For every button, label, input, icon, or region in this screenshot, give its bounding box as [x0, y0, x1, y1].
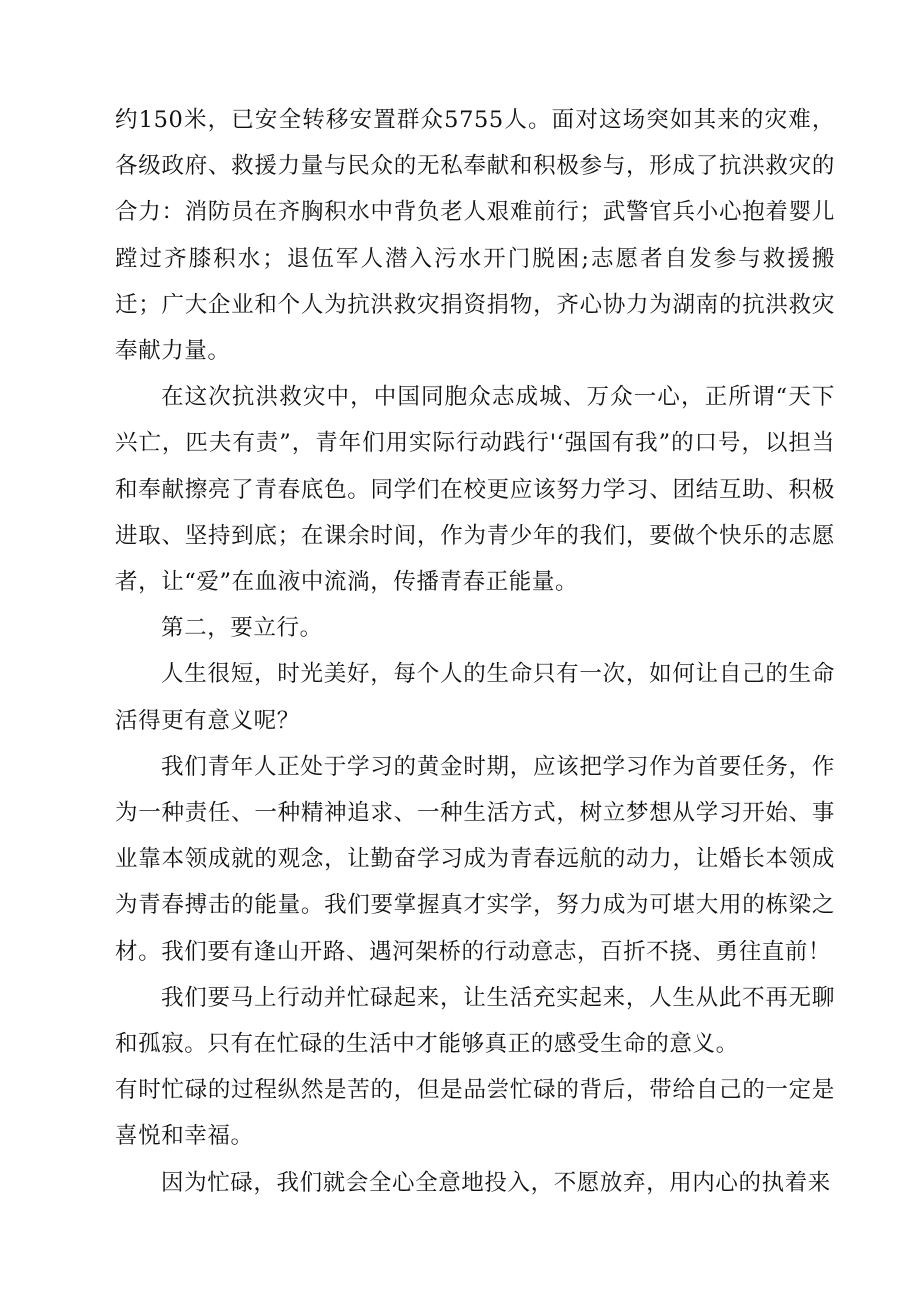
- paragraph-life-question: 人生很短，时光美好，每个人的生命只有一次，如何让自己的生命活得更有意义呢？: [115, 661, 835, 734]
- paragraph-rescue-summary: 约150米，已安全转移安置群众5755人。面对这场突如其来的灾难，各级政府、救援力量与民众的无私奉献和积极参与，形成了抗洪救灾的合力：消防员在齐胸积水中背负老人艰难前行；武警官兵小心抱着婴儿蹚过齐膝积水；退伍军人潜入污水开门脱困;志愿者自发参与救援搬迁；广大企业和个人为抗洪救灾捐资捐物，齐心协力为湖南的抗洪救灾奉献力量。: [115, 107, 835, 365]
- paragraph-busy-happiness: 有时忙碌的过程纵然是苦的，但是品尝忙碌的背后，带给自己的一定是喜悦和幸福。: [115, 1077, 835, 1150]
- paragraph-second-point-heading: 第二，要立行。: [161, 615, 323, 642]
- paragraph-full-devotion: 因为忙碌，我们就会全心全意地投入，不愿放弃，用内心的执着来: [161, 1169, 831, 1196]
- paragraph-youth-responsibility: 在这次抗洪救灾中，中国同胞众志成城、万众一心，正所谓“天下兴亡，匹夫有责”，青年们用实际行动践行'‘强国有我”的口号，以担当和奉献擦亮了青春底色。同学们在校更应该努力学习、团结互助、积极进取、坚持到底；在课余时间，作为青少年的我们，要做个快乐的志愿者，让“爱”在血液中流淌，传播青春正能量。: [115, 384, 835, 596]
- paragraph-act-now: 我们要马上行动并忙碌起来，让生活充实起来，人生从此不再无聊和孤寂。只有在忙碌的生活中才能够真正的感受生命的意义。: [115, 984, 835, 1058]
- paragraph-study-priority: 我们青年人正处于学习的黄金时期，应该把学习作为首要任务，作为一种责任、一种精神追求、一种生活方式，树立梦想从学习开始、事业靠本领成就的观念，让勤奋学习成为青春远航的动力，让婚长本领成为青春搏击的能量。我们要掌握真才实学，努力成为可堪大用的栋梁之材。我们要有逢山开路、遇河架桥的行动意志，百折不挠、勇往直前！: [115, 753, 835, 965]
- document-body: [115, 97, 835, 1206]
